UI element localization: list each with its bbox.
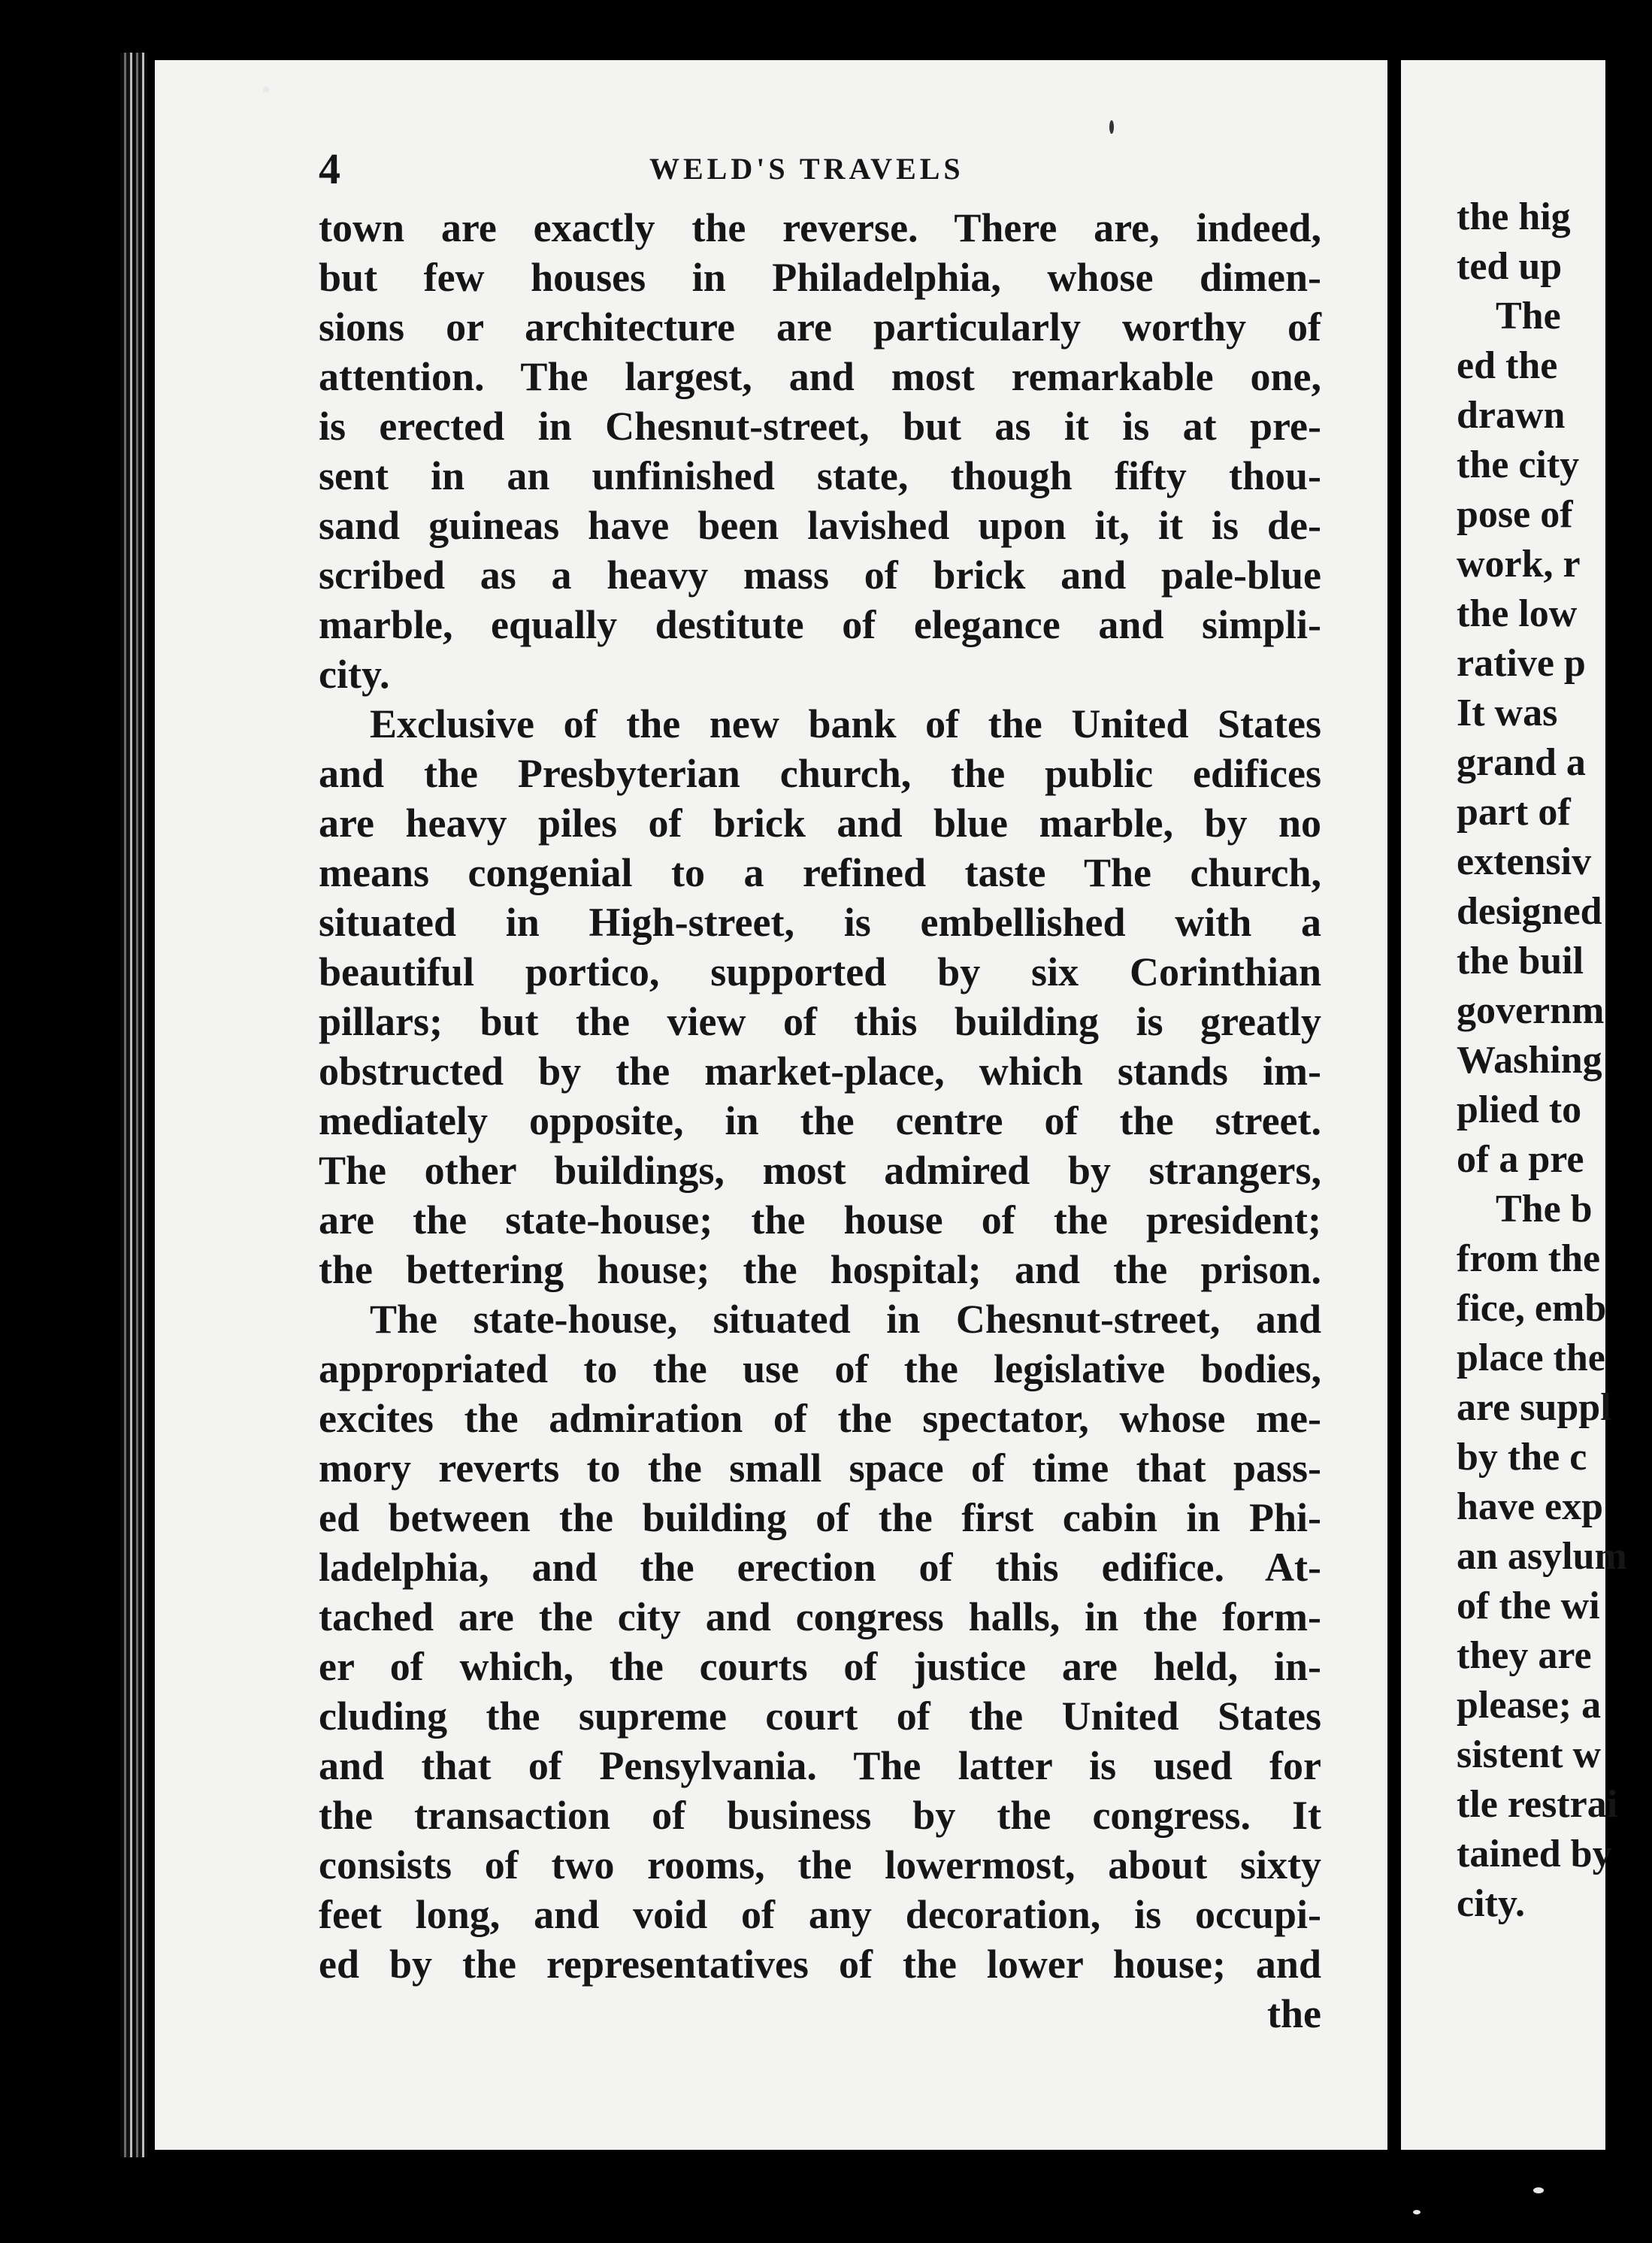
speck — [1413, 2210, 1421, 2214]
text-line: pillars; but the view of this building is greatly — [319, 999, 1321, 1044]
text-line: are heavy piles of brick and blue marble, by no — [319, 801, 1321, 846]
text-line: consists of two rooms, the lowermost, about sixty — [319, 1842, 1321, 1887]
text-line: sions or architecture are particularly worthy of — [319, 304, 1321, 350]
right-text-line: ted up — [1457, 245, 1563, 288]
right-text-line: The — [1496, 295, 1561, 338]
right-text-line: grand a — [1457, 741, 1586, 784]
right-text-line: drawn — [1457, 394, 1566, 437]
right-text-line: designed — [1457, 890, 1602, 933]
right-text-line: please; a — [1457, 1684, 1602, 1727]
text-line: appropriated to the use of the legislative bodies, — [319, 1346, 1321, 1391]
text-line: the bettering house; the hospital; and the prison. — [319, 1247, 1321, 1292]
text-line: ed between the building of the first cabin in Phi- — [319, 1495, 1321, 1540]
text-line: feet long, and void of any decoration, is occupi- — [319, 1892, 1321, 1937]
page-number: 4 — [319, 144, 340, 193]
running-head — [319, 143, 1326, 195]
text-line: sand guineas have been lavished upon it, it is de- — [319, 503, 1321, 548]
text-line: The state-house, situated in Chesnut-street, and — [370, 1297, 1321, 1342]
text-line: er of which, the courts of justice are held, in- — [319, 1644, 1321, 1689]
text-line: means congenial to a refined taste The church, — [319, 850, 1321, 895]
text-line: sent in an unfinished state, though fifty thou- — [319, 453, 1321, 498]
text-line: ed by the representatives of the lower house; and — [319, 1942, 1321, 1987]
text-line: and the Presbyterian church, the public edifices — [319, 751, 1321, 796]
text-line: Exclusive of the new bank of the United States — [370, 701, 1321, 746]
text-line: scribed as a heavy mass of brick and pale-blue — [319, 552, 1321, 598]
right-text-line: extensiv — [1457, 840, 1592, 883]
text-line: cluding the supreme court of the United States — [319, 1694, 1321, 1739]
text-line: beautiful portico, supported by six Corinthian — [319, 949, 1321, 994]
text-line: and that of Pensylvania. The latter is used for — [319, 1743, 1321, 1788]
right-text-line: plied to — [1457, 1088, 1582, 1131]
right-text-line: an asylum — [1457, 1535, 1627, 1578]
speck — [1109, 120, 1114, 134]
right-text-line: have exp — [1457, 1485, 1603, 1528]
right-text-line: tle restrai — [1457, 1783, 1618, 1826]
right-page-text — [1457, 192, 1652, 1929]
right-text-line: governm — [1457, 989, 1605, 1032]
text-line: but few houses in Philadelphia, whose dimen- — [319, 255, 1321, 300]
right-text-line: by the c — [1457, 1436, 1587, 1479]
right-text-line: the low — [1457, 592, 1578, 635]
right-text-line: city. — [1457, 1882, 1525, 1925]
right-text-line: work, r — [1457, 543, 1581, 586]
right-text-line: of a pre — [1457, 1138, 1584, 1181]
right-text-line: rative p — [1457, 642, 1586, 685]
speck — [263, 86, 269, 92]
text-line: ladelphia, and the erection of this edifice. At- — [319, 1545, 1321, 1590]
running-title: WELD'S TRAVELS — [649, 152, 964, 186]
right-text-line: ed the — [1457, 344, 1558, 387]
text-line: obstructed by the market-place, which stands im- — [319, 1049, 1321, 1094]
text-line: attention. The largest, and most remarkable one, — [319, 354, 1321, 399]
text-line: situated in High-street, is embellished with a — [319, 900, 1321, 945]
page-gutter — [1387, 45, 1398, 2165]
right-text-line: The b — [1496, 1188, 1593, 1230]
right-text-line: from the — [1457, 1237, 1601, 1280]
right-text-line: are suppl — [1457, 1386, 1611, 1429]
text-line: city. — [319, 652, 390, 697]
left-page-text — [319, 203, 1321, 2039]
right-text-line: fice, emb — [1457, 1287, 1607, 1330]
text-line: the transaction of business by the congress. It — [319, 1793, 1321, 1838]
text-line: mediately opposite, in the centre of the street. — [319, 1098, 1321, 1143]
right-text-line: of the wi — [1457, 1585, 1600, 1627]
text-line: The other buildings, most admired by strangers, — [319, 1148, 1321, 1193]
right-text-line: place the — [1457, 1336, 1605, 1379]
right-text-line: sistent w — [1457, 1733, 1602, 1776]
right-text-line: It was — [1457, 692, 1558, 734]
right-text-line: pose of — [1457, 493, 1573, 536]
text-line: excites the admiration of the spectator, whose me- — [319, 1396, 1321, 1441]
text-line: town are exactly the reverse. There are, indeed, — [319, 205, 1321, 250]
right-text-line: tained by — [1457, 1833, 1612, 1875]
text-line: marble, equally destitute of elegance and simpli- — [319, 602, 1321, 647]
speck — [1533, 2187, 1544, 2193]
text-line: is erected in Chesnut-street, but as it is at pre- — [319, 404, 1321, 449]
right-text-line: part of — [1457, 791, 1571, 834]
right-text-line: the hig — [1457, 195, 1571, 238]
right-text-line: the buil — [1457, 940, 1584, 982]
right-text-line: the city — [1457, 443, 1580, 486]
book-edge-left — [120, 53, 147, 2157]
right-text-line: they are — [1457, 1634, 1592, 1677]
text-line: mory reverts to the small space of time that pass- — [319, 1445, 1321, 1491]
text-line: tached are the city and congress halls, in the form- — [319, 1594, 1321, 1639]
text-line: the — [1267, 1991, 1321, 2036]
text-line: are the state-house; the house of the president; — [319, 1197, 1321, 1243]
right-text-line: Washing — [1457, 1039, 1602, 1082]
